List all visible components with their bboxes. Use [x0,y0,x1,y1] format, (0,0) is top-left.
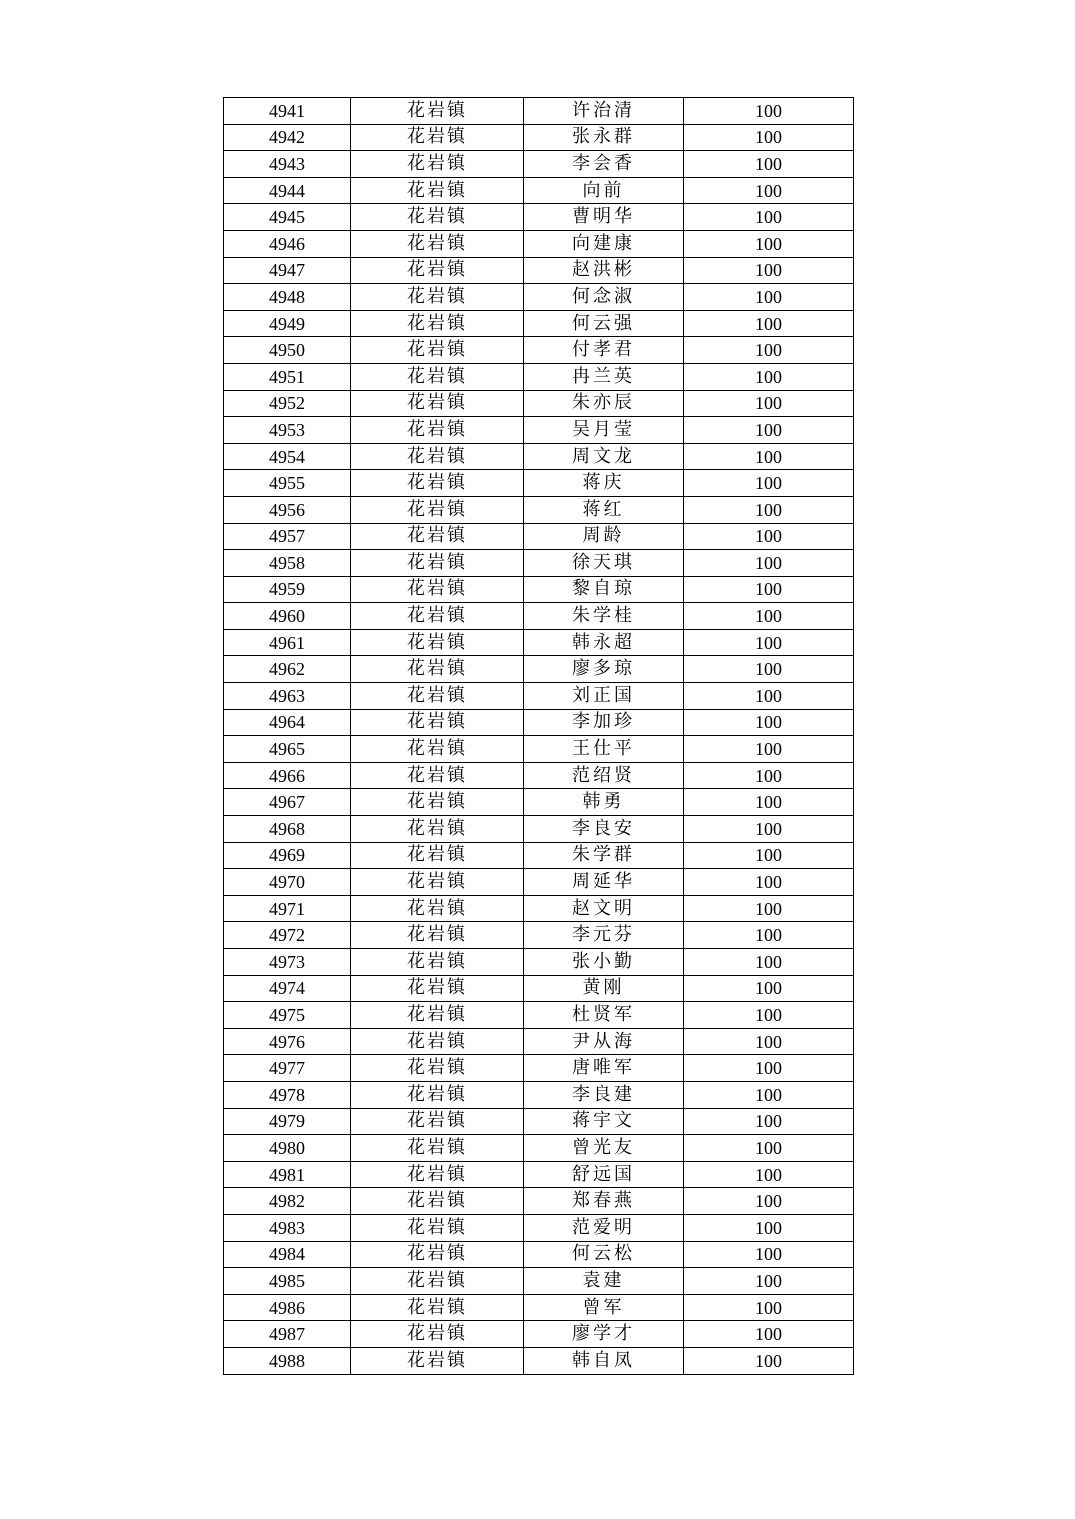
amount-cell: 100 [684,1268,854,1295]
person-name-cell: 周龄 [524,523,684,550]
row-number-cell: 4959 [224,576,351,603]
person-name-cell: 徐天琪 [524,550,684,577]
table-row [224,177,854,204]
row-number-cell: 4981 [224,1161,351,1188]
person-name-cell: 蒋庆 [524,470,684,497]
amount-cell: 100 [684,1108,854,1135]
row-number-cell: 4950 [224,337,351,364]
amount-cell: 100 [684,390,854,417]
amount-cell: 100 [684,842,854,869]
person-name-cell: 张小勤 [524,949,684,976]
town-cell: 花岩镇 [351,204,524,231]
row-number-cell: 4942 [224,124,351,151]
row-number-cell: 4972 [224,922,351,949]
town-cell: 花岩镇 [351,842,524,869]
town-cell: 花岩镇 [351,337,524,364]
table-row [224,869,854,896]
row-number-cell: 4955 [224,470,351,497]
amount-cell: 100 [684,1241,854,1268]
amount-cell: 100 [684,1081,854,1108]
town-cell: 花岩镇 [351,1268,524,1295]
row-number-cell: 4983 [224,1214,351,1241]
roster-table-body [224,98,854,1375]
town-cell: 花岩镇 [351,762,524,789]
town-cell: 花岩镇 [351,310,524,337]
roster-table [223,97,854,1375]
town-cell: 花岩镇 [351,1294,524,1321]
table-row [224,683,854,710]
town-cell: 花岩镇 [351,363,524,390]
town-cell: 花岩镇 [351,443,524,470]
table-row [224,789,854,816]
person-name-cell: 黄刚 [524,975,684,1002]
town-cell: 花岩镇 [351,523,524,550]
person-name-cell: 赵文明 [524,895,684,922]
row-number-cell: 4982 [224,1188,351,1215]
table-row [224,390,854,417]
table-row [224,337,854,364]
row-number-cell: 4953 [224,417,351,444]
table-row [224,417,854,444]
table-row [224,762,854,789]
amount-cell: 100 [684,736,854,763]
row-number-cell: 4986 [224,1294,351,1321]
person-name-cell: 李加珍 [524,709,684,736]
person-name-cell: 吴月莹 [524,417,684,444]
person-name-cell: 朱学群 [524,842,684,869]
row-number-cell: 4954 [224,443,351,470]
person-name-cell: 付孝君 [524,337,684,364]
row-number-cell: 4985 [224,1268,351,1295]
amount-cell: 100 [684,443,854,470]
town-cell: 花岩镇 [351,1188,524,1215]
town-cell: 花岩镇 [351,284,524,311]
person-name-cell: 朱学桂 [524,603,684,630]
person-name-cell: 杜贤军 [524,1002,684,1029]
row-number-cell: 4968 [224,816,351,843]
town-cell: 花岩镇 [351,1055,524,1082]
amount-cell: 100 [684,869,854,896]
table-row [224,1161,854,1188]
row-number-cell: 4952 [224,390,351,417]
town-cell: 花岩镇 [351,709,524,736]
row-number-cell: 4956 [224,496,351,523]
table-row [224,1135,854,1162]
town-cell: 花岩镇 [351,550,524,577]
row-number-cell: 4973 [224,949,351,976]
amount-cell: 100 [684,98,854,125]
town-cell: 花岩镇 [351,895,524,922]
town-cell: 花岩镇 [351,922,524,949]
person-name-cell: 尹从海 [524,1028,684,1055]
table-row [224,576,854,603]
town-cell: 花岩镇 [351,98,524,125]
table-row [224,257,854,284]
town-cell: 花岩镇 [351,683,524,710]
person-name-cell: 蒋红 [524,496,684,523]
person-name-cell: 冉兰英 [524,363,684,390]
amount-cell: 100 [684,1347,854,1374]
amount-cell: 100 [684,1214,854,1241]
row-number-cell: 4966 [224,762,351,789]
amount-cell: 100 [684,816,854,843]
row-number-cell: 4949 [224,310,351,337]
person-name-cell: 张永群 [524,124,684,151]
town-cell: 花岩镇 [351,869,524,896]
row-number-cell: 4941 [224,98,351,125]
table-row [224,124,854,151]
amount-cell: 100 [684,1294,854,1321]
town-cell: 花岩镇 [351,1214,524,1241]
table-row [224,709,854,736]
person-name-cell: 何念淑 [524,284,684,311]
person-name-cell: 黎自琼 [524,576,684,603]
table-row [224,1294,854,1321]
table-row [224,550,854,577]
amount-cell: 100 [684,337,854,364]
person-name-cell: 向前 [524,177,684,204]
row-number-cell: 4980 [224,1135,351,1162]
town-cell: 花岩镇 [351,1161,524,1188]
person-name-cell: 朱亦辰 [524,390,684,417]
table-row [224,523,854,550]
person-name-cell: 范爱明 [524,1214,684,1241]
amount-cell: 100 [684,603,854,630]
amount-cell: 100 [684,496,854,523]
row-number-cell: 4945 [224,204,351,231]
row-number-cell: 4965 [224,736,351,763]
town-cell: 花岩镇 [351,789,524,816]
row-number-cell: 4964 [224,709,351,736]
table-row [224,895,854,922]
amount-cell: 100 [684,523,854,550]
row-number-cell: 4948 [224,284,351,311]
table-row [224,922,854,949]
row-number-cell: 4971 [224,895,351,922]
row-number-cell: 4961 [224,629,351,656]
town-cell: 花岩镇 [351,124,524,151]
row-number-cell: 4943 [224,151,351,178]
person-name-cell: 王仕平 [524,736,684,763]
person-name-cell: 舒远国 [524,1161,684,1188]
town-cell: 花岩镇 [351,1002,524,1029]
table-row [224,816,854,843]
table-row [224,1214,854,1241]
person-name-cell: 范绍贤 [524,762,684,789]
town-cell: 花岩镇 [351,1321,524,1348]
town-cell: 花岩镇 [351,177,524,204]
table-row [224,1268,854,1295]
person-name-cell: 何云松 [524,1241,684,1268]
amount-cell: 100 [684,284,854,311]
row-number-cell: 4976 [224,1028,351,1055]
person-name-cell: 韩勇 [524,789,684,816]
amount-cell: 100 [684,363,854,390]
row-number-cell: 4987 [224,1321,351,1348]
table-row [224,1321,854,1348]
amount-cell: 100 [684,1028,854,1055]
person-name-cell: 郑春燕 [524,1188,684,1215]
person-name-cell: 李良安 [524,816,684,843]
table-row [224,230,854,257]
row-number-cell: 4946 [224,230,351,257]
row-number-cell: 4979 [224,1108,351,1135]
row-number-cell: 4958 [224,550,351,577]
table-row [224,1241,854,1268]
row-number-cell: 4988 [224,1347,351,1374]
amount-cell: 100 [684,204,854,231]
table-row [224,204,854,231]
person-name-cell: 赵洪彬 [524,257,684,284]
person-name-cell: 周文龙 [524,443,684,470]
row-number-cell: 4977 [224,1055,351,1082]
amount-cell: 100 [684,310,854,337]
amount-cell: 100 [684,550,854,577]
amount-cell: 100 [684,1002,854,1029]
town-cell: 花岩镇 [351,230,524,257]
table-row [224,284,854,311]
person-name-cell: 周延华 [524,869,684,896]
row-number-cell: 4957 [224,523,351,550]
amount-cell: 100 [684,709,854,736]
table-row [224,1108,854,1135]
person-name-cell: 廖学才 [524,1321,684,1348]
town-cell: 花岩镇 [351,736,524,763]
table-row [224,310,854,337]
amount-cell: 100 [684,177,854,204]
table-row [224,1188,854,1215]
amount-cell: 100 [684,683,854,710]
amount-cell: 100 [684,1161,854,1188]
table-row [224,975,854,1002]
table-row [224,98,854,125]
row-number-cell: 4975 [224,1002,351,1029]
amount-cell: 100 [684,895,854,922]
person-name-cell: 韩自凤 [524,1347,684,1374]
row-number-cell: 4947 [224,257,351,284]
table-row [224,949,854,976]
amount-cell: 100 [684,949,854,976]
town-cell: 花岩镇 [351,257,524,284]
town-cell: 花岩镇 [351,470,524,497]
amount-cell: 100 [684,922,854,949]
town-cell: 花岩镇 [351,1081,524,1108]
amount-cell: 100 [684,470,854,497]
amount-cell: 100 [684,656,854,683]
person-name-cell: 唐唯军 [524,1055,684,1082]
amount-cell: 100 [684,1321,854,1348]
person-name-cell: 曹明华 [524,204,684,231]
town-cell: 花岩镇 [351,656,524,683]
table-row [224,470,854,497]
row-number-cell: 4984 [224,1241,351,1268]
table-row [224,363,854,390]
row-number-cell: 4969 [224,842,351,869]
town-cell: 花岩镇 [351,1135,524,1162]
table-row [224,443,854,470]
person-name-cell: 刘正国 [524,683,684,710]
amount-cell: 100 [684,975,854,1002]
table-row [224,603,854,630]
table-row [224,1055,854,1082]
row-number-cell: 4978 [224,1081,351,1108]
town-cell: 花岩镇 [351,151,524,178]
town-cell: 花岩镇 [351,576,524,603]
amount-cell: 100 [684,789,854,816]
table-row [224,629,854,656]
table-row [224,842,854,869]
amount-cell: 100 [684,1135,854,1162]
row-number-cell: 4970 [224,869,351,896]
amount-cell: 100 [684,1188,854,1215]
town-cell: 花岩镇 [351,417,524,444]
person-name-cell: 李元芬 [524,922,684,949]
person-name-cell: 向建康 [524,230,684,257]
person-name-cell: 何云强 [524,310,684,337]
table-row [224,1002,854,1029]
town-cell: 花岩镇 [351,629,524,656]
person-name-cell: 曾军 [524,1294,684,1321]
person-name-cell: 曾光友 [524,1135,684,1162]
town-cell: 花岩镇 [351,949,524,976]
row-number-cell: 4963 [224,683,351,710]
person-name-cell: 韩永超 [524,629,684,656]
amount-cell: 100 [684,417,854,444]
town-cell: 花岩镇 [351,1028,524,1055]
table-row [224,656,854,683]
table-row [224,1081,854,1108]
amount-cell: 100 [684,1055,854,1082]
amount-cell: 100 [684,124,854,151]
town-cell: 花岩镇 [351,496,524,523]
amount-cell: 100 [684,762,854,789]
town-cell: 花岩镇 [351,816,524,843]
amount-cell: 100 [684,257,854,284]
person-name-cell: 李良建 [524,1081,684,1108]
amount-cell: 100 [684,230,854,257]
person-name-cell: 廖多琼 [524,656,684,683]
table-row [224,736,854,763]
town-cell: 花岩镇 [351,1241,524,1268]
row-number-cell: 4960 [224,603,351,630]
row-number-cell: 4974 [224,975,351,1002]
row-number-cell: 4944 [224,177,351,204]
person-name-cell: 蒋宇文 [524,1108,684,1135]
town-cell: 花岩镇 [351,603,524,630]
table-row [224,151,854,178]
person-name-cell: 李会香 [524,151,684,178]
town-cell: 花岩镇 [351,975,524,1002]
town-cell: 花岩镇 [351,1108,524,1135]
table-row [224,1347,854,1374]
row-number-cell: 4962 [224,656,351,683]
person-name-cell: 袁建 [524,1268,684,1295]
row-number-cell: 4967 [224,789,351,816]
amount-cell: 100 [684,576,854,603]
town-cell: 花岩镇 [351,1347,524,1374]
person-name-cell: 许治清 [524,98,684,125]
amount-cell: 100 [684,629,854,656]
amount-cell: 100 [684,151,854,178]
table-row [224,1028,854,1055]
table-row [224,496,854,523]
row-number-cell: 4951 [224,363,351,390]
town-cell: 花岩镇 [351,390,524,417]
